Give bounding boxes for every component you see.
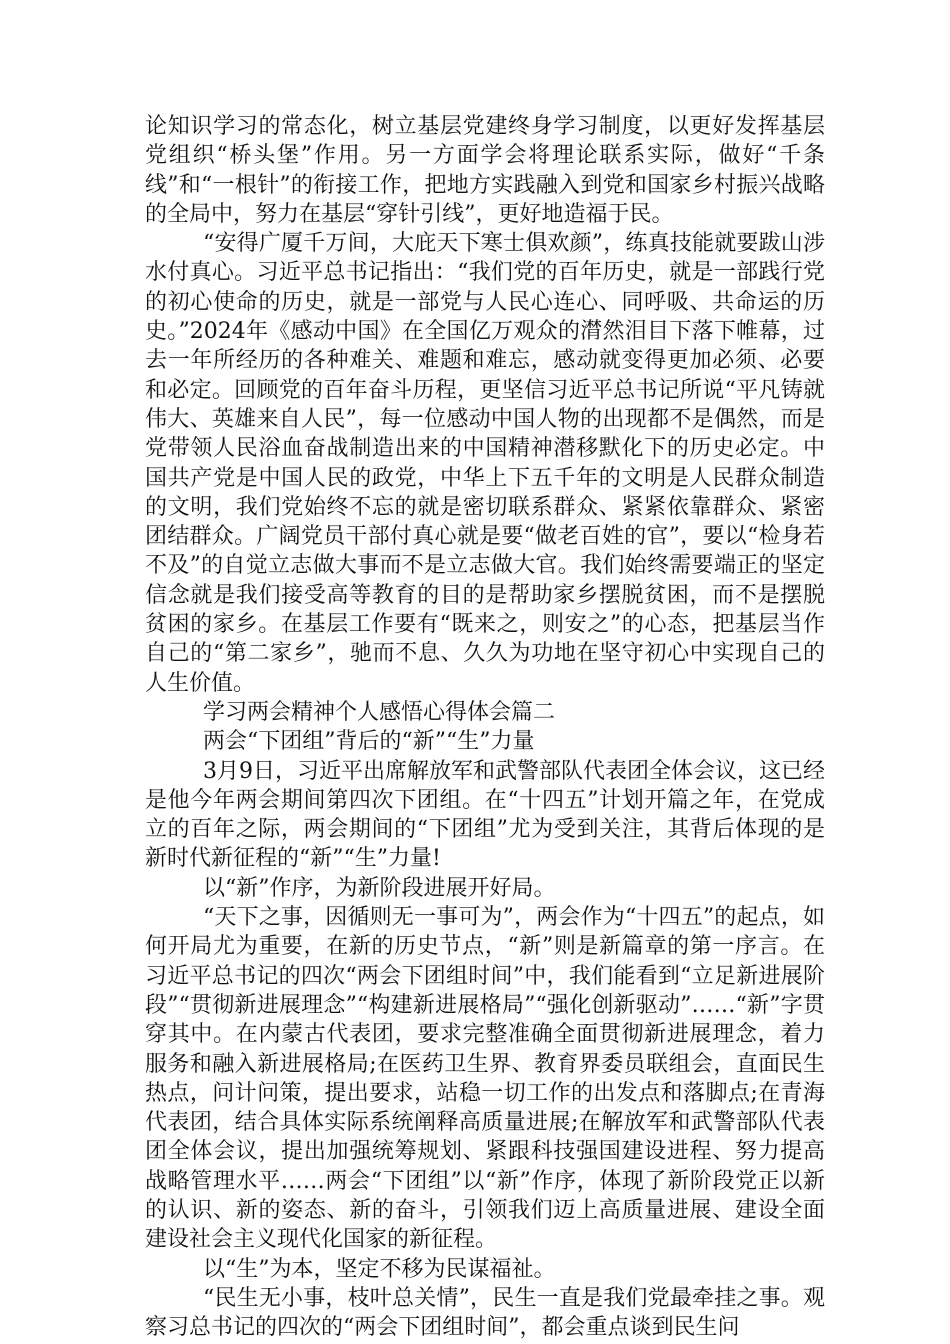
article-title: 两会“下团组”背后的“新”“生”力量 — [203, 729, 535, 755]
paragraph-continuation: 论知识学习的常态化，树立基层党建终身学习制度，以更好发挥基层党组织“桥头堡”作用。另一方面学会将理论联系实际，做好“千条线”和“一根针”的衔接工作，把地方实践融入到党和国家乡村振兴战略的全局中，努力在基层“穿针引线”，更好地造福于民。 — [145, 114, 825, 227]
paragraph-sheng: “民生无小事，枝叶总关情”，民生一直是我们党最牵挂之事。观察习总书记的四次的“两会下团组时间”，都会重点谈到民生问 — [145, 1285, 825, 1341]
paragraph-intro: 3月9日，习近平出席解放军和武警部队代表团全体会议，这已经是他今年两会期间第四次下团组。在“十四五”计划开篇之年，在党成立的百年之际，两会期间的“下团组”尤为受到关注，其背后体现的是新时代新征程的“新”“生”力量! — [145, 758, 825, 872]
section-title: 学习两会精神个人感悟心得体会篇二 — [203, 699, 556, 725]
document-body — [145, 112, 825, 1342]
paragraph-xin: “天下之事，因循则无一事可为”，两会作为“十四五”的起点，如何开局尤为重要，在新的历史节点，“新”则是新篇章的第一序言。在习近平总书记的四次“两会下团组时间”中，我们能看到“立足新进展阶段”“贯彻新进展理念”“构建新进展格局”“强化创新驱动”……“新”字贯穿其中。在内蒙古代表团，要求完整准确全面贯彻新进展理念，着力服务和融入新进展格局;在医药卫生界、教育界委员联组会，直面民生热点，问计问策，提出要求，站稳一切工作的出发点和落脚点;在青海代表团，结合具体实际系统阐释高质量进展;在解放军和武警部队代表团全体会议，提出加强统筹规划、紧跟科技强国建设进程、努力提高战略管理水平……两会“下团组”以“新”作序，体现了新阶段党正以新的认识、新的姿态、新的奋斗，引领我们迈上高质量进展、建设全面建设社会主义现代化国家的新征程。 — [145, 905, 825, 1253]
paragraph-zhenxin: “安得广厦千万间，大庇天下寒士俱欢颜”，练真技能就要跋山涉水付真心。习近平总书记指出：“我们党的百年历史，就是一部践行党的初心使命的历史，就是一部党与人民心连心、同呼吸、共命运的历史。”2024年《感动中国》在全国亿万观众的潸然泪目下落下帷幕，过去一年所经历的各种难关、难题和难忘，感动就变得更加必须、必要和必定。回顾党的百年奋斗历程，更坚信习近平总书记所说“平凡铸就伟大、英雄来自人民”，每一位感动中国人物的出现都不是偶然，而是党带领人民浴血奋战制造出来的中国精神潜移默化下的历史必定。中国共产党是中国人民的政党，中华上下五千年的文明是人民群众制造的文明，我们党始终不忘的就是密切联系群众、紧紧依靠群众、紧密团结群众。广阔党员干部付真心就是要“做老百姓的官”，要以“检身若不及”的自觉立志做大事而不是立志做大官。我们始终需要端正的坚定信念就是我们接受高等教育的目的是帮助家乡摆脱贫困，而不是摆脱贫困的家乡。在基层工作要有“既来之，则安之”的心态，把基层当作自己的“第二家乡”，驰而不息、久久为功地在坚守初心中实现自己的人生价值。 — [145, 231, 825, 696]
subheading-sheng: 以“生”为本，坚定不移为民谋福祉。 — [203, 1256, 556, 1282]
subheading-xin: 以“新”作序，为新阶段进展开好局。 — [203, 875, 556, 901]
